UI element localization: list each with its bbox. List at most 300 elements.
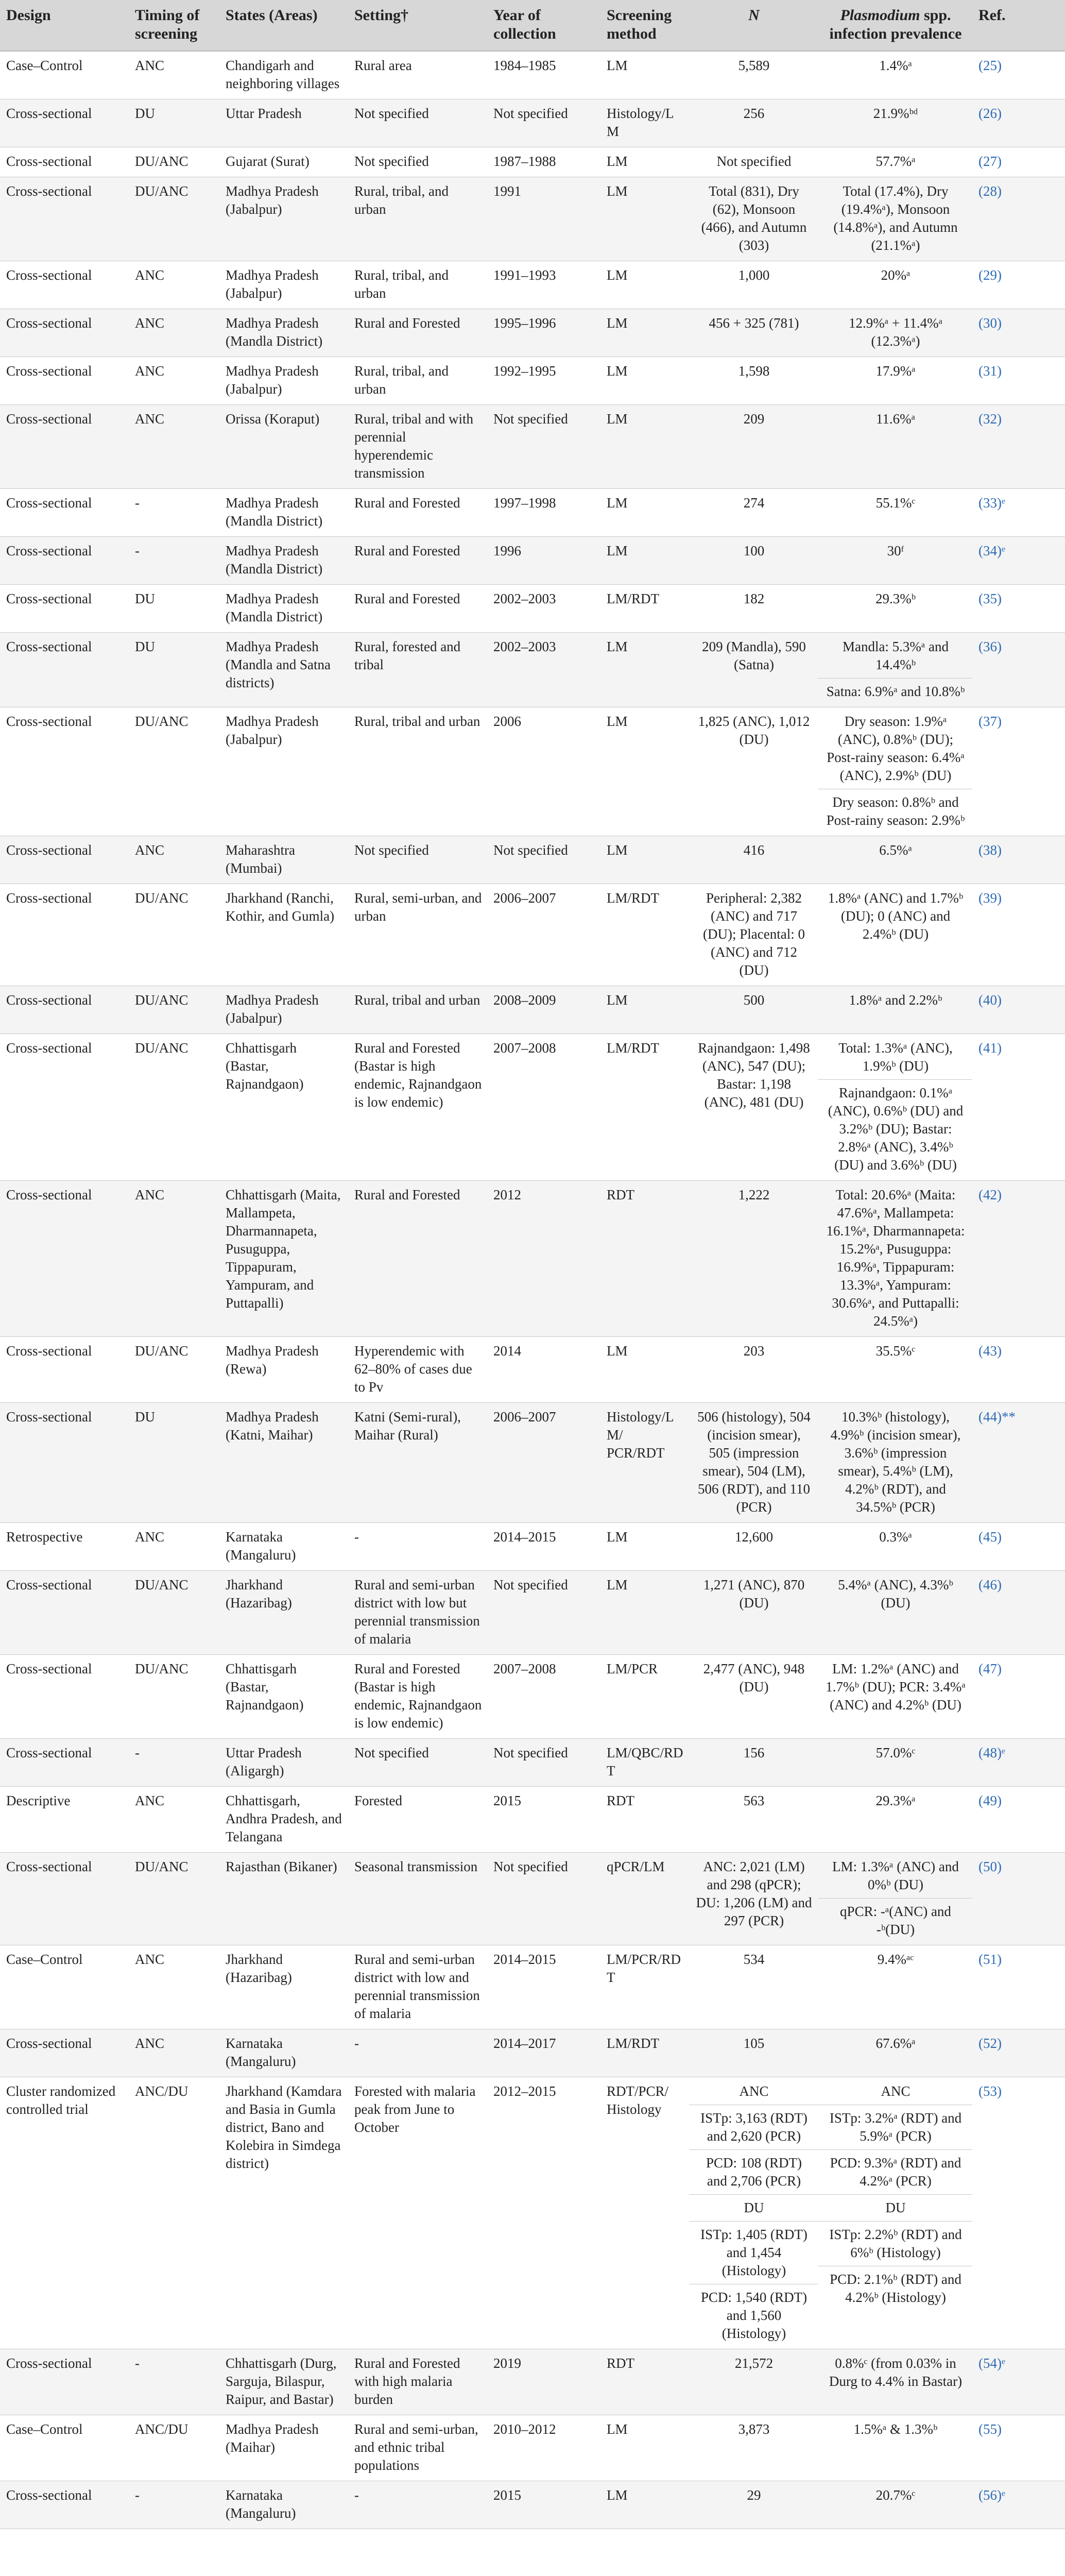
cell-ref[interactable]: (45) [972, 1523, 1065, 1571]
cell-prevalence [818, 2077, 972, 2349]
table-row [0, 309, 1065, 357]
cell-design: Cross-sectional [0, 261, 129, 309]
cell-prevalence: 0.8%ᶜ (from 0.03% in Durg to 4.4% in Bastar) [818, 2349, 972, 2415]
cell-states: Orissa (Koraput) [219, 405, 348, 489]
cell-prevalence: Total (17.4%), Dry (19.4%ᵃ), Monsoon (14.8%ᵃ), and Autumn (21.1%ᵃ) [818, 177, 972, 261]
cell-ref[interactable]: (30) [972, 309, 1065, 357]
cell-ref[interactable]: (40) [972, 986, 1065, 1034]
cell-method: LM [600, 1337, 689, 1403]
cell-timing: ANC [129, 309, 219, 357]
cell-year: 2012 [487, 1181, 600, 1337]
cell-n-part: PCD: 1,540 (RDT) and 1,560 (Histology) [689, 2284, 818, 2343]
cell-setting: Not specified [348, 147, 487, 177]
table-row [0, 405, 1065, 489]
cell-timing: ANC [129, 1523, 219, 1571]
cell-method: LM [600, 147, 689, 177]
cell-n: Total (831), Dry (62), Monsoon (466), and Autumn (303) [689, 177, 818, 261]
cell-ref[interactable]: (49) [972, 1787, 1065, 1853]
cell-states: Karnataka (Mangaluru) [219, 1523, 348, 1571]
table-row [0, 1403, 1065, 1523]
cell-year: 1992–1995 [487, 357, 600, 405]
cell-design: Cross-sectional [0, 405, 129, 489]
cell-year: Not specified [487, 99, 600, 147]
cell-prevalence-part: PCD: 9.3%ᵃ (RDT) and 4.2%ᵃ (PCR) [818, 2149, 972, 2190]
table-row [0, 1523, 1065, 1571]
cell-prevalence-part: LM: 1.3%ᵃ (ANC) and 0%ᵇ (DU) [832, 1859, 959, 1892]
cell-timing: DU [129, 99, 219, 147]
cell-timing: DU [129, 633, 219, 707]
header-design: Design [0, 0, 129, 51]
table-row [0, 633, 1065, 707]
cell-states: Jharkhand (Hazaribag) [219, 1571, 348, 1655]
cell-prevalence: 17.9%ᵃ [818, 357, 972, 405]
header-prevalence-rest: spp. infection prevalence [829, 7, 962, 42]
cell-ref[interactable]: (53) [972, 2077, 1065, 2349]
table-row [0, 489, 1065, 537]
cell-method: LM/PCR/RDT [600, 1945, 689, 2029]
cell-n: 2,477 (ANC), 948 (DU) [689, 1655, 818, 1739]
cell-n-part: DU [689, 2194, 818, 2217]
table-row [0, 537, 1065, 585]
cell-n: 105 [689, 2029, 818, 2077]
cell-states: Madhya Pradesh (Mandla District) [219, 537, 348, 585]
cell-design: Case–Control [0, 1945, 129, 2029]
cell-setting: Forested with malaria peak from June to October [348, 2077, 487, 2349]
cell-setting: Rural and Forested [348, 309, 487, 357]
cell-year: 2002–2003 [487, 585, 600, 633]
cell-states: Madhya Pradesh (Jabalpur) [219, 177, 348, 261]
cell-year: 2015 [487, 1787, 600, 1853]
cell-prevalence-part: PCD: 2.1%ᵇ (RDT) and 4.2%ᵇ (Histology) [818, 2266, 972, 2307]
cell-prevalence: 21.9%ᵇᵈ [818, 99, 972, 147]
cell-states: Gujarat (Surat) [219, 147, 348, 177]
cell-design: Cross-sectional [0, 99, 129, 147]
cell-prevalence: 20%ᵃ [818, 261, 972, 309]
cell-design: Cross-sectional [0, 357, 129, 405]
cell-timing: ANC [129, 1945, 219, 2029]
table-row [0, 2481, 1065, 2529]
cell-method: Histology/LM/ PCR/RDT [600, 1403, 689, 1523]
cell-setting: Rural, forested and tribal [348, 633, 487, 707]
cell-timing: - [129, 537, 219, 585]
cell-n: 256 [689, 99, 818, 147]
cell-prevalence: 6.5%ᵃ [818, 836, 972, 884]
cell-ref[interactable]: (51) [972, 1945, 1065, 2029]
table-row [0, 147, 1065, 177]
cell-setting: - [348, 2481, 487, 2529]
cell-states: Chhattisgarh (Durg, Sarguja, Bilaspur, Raipur, and Bastar) [219, 2349, 348, 2415]
cell-prevalence: 1.5%ᵃ & 1.3%ᵇ [818, 2415, 972, 2481]
cell-n: 456 + 325 (781) [689, 309, 818, 357]
cell-prevalence-part: Total: 1.3%ᵃ (ANC), 1.9%ᵇ (DU) [838, 1040, 953, 1074]
cell-ref[interactable]: (32) [972, 405, 1065, 489]
cell-design: Cross-sectional [0, 2481, 129, 2529]
cell-prevalence: 10.3%ᵇ (histology), 4.9%ᵇ (incision smear), 3.6%ᵇ (impression smear), 5.4%ᵇ (LM), 4.2%ᵇ (RDT), and 34.5%ᵇ (PCR) [818, 1403, 972, 1523]
header-ref: Ref. [972, 0, 1065, 51]
cell-design: Case–Control [0, 51, 129, 99]
cell-timing: DU/ANC [129, 147, 219, 177]
cell-method: LM/RDT [600, 585, 689, 633]
cell-design: Cross-sectional [0, 489, 129, 537]
table-row [0, 884, 1065, 986]
table-row [0, 1655, 1065, 1739]
cell-year: 2014 [487, 1337, 600, 1403]
cell-year: 2012–2015 [487, 2077, 600, 2349]
cell-setting: Katni (Semi-rural), Maihar (Rural) [348, 1403, 487, 1523]
cell-design: Cross-sectional [0, 836, 129, 884]
cell-year: 2007–2008 [487, 1034, 600, 1181]
cell-prevalence: 1.8%ᵃ and 2.2%ᵇ [818, 986, 972, 1034]
cell-n: ANC: 2,021 (LM) and 298 (qPCR); DU: 1,206 (LM) and 297 (PCR) [689, 1853, 818, 1945]
cell-design: Cross-sectional [0, 2029, 129, 2077]
cell-prevalence-part: ISTp: 2.2%ᵇ (RDT) and 6%ᵇ (Histology) [818, 2221, 972, 2262]
cell-states: Madhya Pradesh (Rewa) [219, 1337, 348, 1403]
cell-states: Karnataka (Mangaluru) [219, 2481, 348, 2529]
cell-design: Cross-sectional [0, 2349, 129, 2415]
cell-year: Not specified [487, 836, 600, 884]
table-row [0, 986, 1065, 1034]
cell-timing: ANC [129, 405, 219, 489]
cell-ref[interactable]: (37) [972, 707, 1065, 836]
table-row [0, 2415, 1065, 2481]
cell-year: 1984–1985 [487, 51, 600, 99]
table-row [0, 707, 1065, 836]
table-header-row [0, 0, 1065, 51]
table-row [0, 1181, 1065, 1337]
cell-year: 2019 [487, 2349, 600, 2415]
cell-setting: Rural, tribal, and urban [348, 177, 487, 261]
cell-timing: DU [129, 585, 219, 633]
cell-states: Madhya Pradesh (Jabalpur) [219, 707, 348, 836]
header-prevalence-italic: Plasmodium [840, 7, 920, 24]
cell-design: Cross-sectional [0, 147, 129, 177]
cell-year: Not specified [487, 1571, 600, 1655]
cell-ref[interactable]: (48)ᵉ [972, 1739, 1065, 1787]
cell-ref[interactable]: (38) [972, 836, 1065, 884]
cell-n [689, 2077, 818, 2349]
cell-design: Cross-sectional [0, 884, 129, 986]
table-row [0, 357, 1065, 405]
cell-year: 1991 [487, 177, 600, 261]
cell-method: LM [600, 633, 689, 707]
cell-n: 1,825 (ANC), 1,012 (DU) [689, 707, 818, 836]
table-row [0, 2029, 1065, 2077]
cell-method: LM [600, 51, 689, 99]
cell-n: 1,598 [689, 357, 818, 405]
cell-method: LM [600, 836, 689, 884]
cell-setting: Rural, tribal and urban [348, 707, 487, 836]
cell-setting: Rural and Forested [348, 1181, 487, 1337]
cell-n: 209 (Mandla), 590 (Satna) [689, 633, 818, 707]
cell-method: RDT [600, 2349, 689, 2415]
cell-timing: DU/ANC [129, 1337, 219, 1403]
cell-timing: ANC [129, 1787, 219, 1853]
cell-prevalence: Total: 20.6%ᵃ (Maita: 47.6%ᵃ, Mallampeta: 16.1%ᵃ, Dharmannapeta: 15.2%ᵃ, Pusuguppa: 16.9%ᵃ, Tippapuram: 13.3%ᵃ, Yampuram: 30.6%ᵃ, and Puttapalli: 24.5%ᵃ) [818, 1181, 972, 1337]
cell-setting: Rural and semi-urban district with low but perennial transmission of malaria [348, 1571, 487, 1655]
cell-ref[interactable]: (26) [972, 99, 1065, 147]
cell-states: Chhattisgarh (Maita, Mallampeta, Dharmannapeta, Pusuguppa, Tippapuram, Yampuram, and Puttapalli) [219, 1181, 348, 1337]
cell-states: Madhya Pradesh (Mandla and Satna districts) [219, 633, 348, 707]
cell-prevalence [818, 707, 972, 836]
table-row [0, 1787, 1065, 1853]
table-row [0, 2077, 1065, 2349]
cell-setting: Rural and semi-urban, and ethnic tribal populations [348, 2415, 487, 2481]
cell-timing: DU/ANC [129, 986, 219, 1034]
cell-method: LM/RDT [600, 1034, 689, 1181]
cell-ref[interactable]: (44)** [972, 1403, 1065, 1523]
cell-n-part: PCD: 108 (RDT) and 2,706 (PCR) [689, 2149, 818, 2190]
cell-states: Madhya Pradesh (Jabalpur) [219, 357, 348, 405]
cell-method: LM [600, 489, 689, 537]
cell-method: LM [600, 707, 689, 836]
cell-ref[interactable]: (33)ᵉ [972, 489, 1065, 537]
header-setting: Setting† [348, 0, 487, 51]
cell-design: Cross-sectional [0, 986, 129, 1034]
cell-timing: ANC/DU [129, 2415, 219, 2481]
cell-year: 1987–1988 [487, 147, 600, 177]
cell-design: Retrospective [0, 1523, 129, 1571]
cell-ref[interactable]: (25) [972, 51, 1065, 99]
cell-ref[interactable]: (28) [972, 177, 1065, 261]
cell-prevalence: 55.1%ᶜ [818, 489, 972, 537]
cell-n: Not specified [689, 147, 818, 177]
cell-ref[interactable]: (31) [972, 357, 1065, 405]
cell-n: 21,572 [689, 2349, 818, 2415]
cell-prevalence: 11.6%ᵃ [818, 405, 972, 489]
cell-n: 182 [689, 585, 818, 633]
cell-ref[interactable]: (29) [972, 261, 1065, 309]
header-n [689, 0, 818, 51]
table-row [0, 1739, 1065, 1787]
cell-n: 1,271 (ANC), 870 (DU) [689, 1571, 818, 1655]
cell-n: 203 [689, 1337, 818, 1403]
header-states: States (Areas) [219, 0, 348, 51]
cell-timing: ANC/DU [129, 2077, 219, 2349]
cell-method: LM [600, 357, 689, 405]
cell-method: LM/PCR [600, 1655, 689, 1739]
cell-setting: Rural area [348, 51, 487, 99]
cell-timing: ANC [129, 357, 219, 405]
cell-n: 500 [689, 986, 818, 1034]
cell-ref[interactable]: (54)ᵉ [972, 2349, 1065, 2415]
cell-prevalence-part: ISTp: 3.2%ᵃ (RDT) and 5.9%ᵃ (PCR) [818, 2105, 972, 2145]
cell-method: Histology/LM [600, 99, 689, 147]
cell-states: Madhya Pradesh (Jabalpur) [219, 261, 348, 309]
cell-design: Descriptive [0, 1787, 129, 1853]
cell-prevalence: 30ᶠ [818, 537, 972, 585]
cell-design: Cross-sectional [0, 537, 129, 585]
cell-ref[interactable]: (34)ᵉ [972, 537, 1065, 585]
cell-method: LM [600, 1571, 689, 1655]
cell-prevalence: 35.5%ᶜ [818, 1337, 972, 1403]
cell-prevalence [818, 1034, 972, 1181]
table-body [0, 51, 1065, 2529]
cell-n: 416 [689, 836, 818, 884]
cell-method: LM [600, 405, 689, 489]
cell-design: Cross-sectional [0, 177, 129, 261]
cell-design: Cross-sectional [0, 1853, 129, 1945]
cell-ref[interactable]: (42) [972, 1181, 1065, 1337]
cell-design: Cross-sectional [0, 309, 129, 357]
cell-year: 1997–1998 [487, 489, 600, 537]
cell-ref[interactable]: (50) [972, 1853, 1065, 1945]
cell-states: Madhya Pradesh (Katni, Maihar) [219, 1403, 348, 1523]
cell-n: Rajnandgaon: 1,498 (ANC), 547 (DU); Bastar: 1,198 (ANC), 481 (DU) [689, 1034, 818, 1181]
cell-design: Cross-sectional [0, 1034, 129, 1181]
cell-n: 506 (histology), 504 (incision smear), 505 (impression smear), 504 (LM), 506 (RDT), and 110 (PCR) [689, 1403, 818, 1523]
cell-setting: Rural and Forested (Bastar is high endemic, Rajnandgaon is low endemic) [348, 1034, 487, 1181]
cell-setting: Not specified [348, 1739, 487, 1787]
cell-setting: Not specified [348, 99, 487, 147]
cell-design: Case–Control [0, 2415, 129, 2481]
cell-n: 29 [689, 2481, 818, 2529]
cell-design: Cross-sectional [0, 1181, 129, 1337]
cell-timing: ANC [129, 261, 219, 309]
cell-design: Cross-sectional [0, 707, 129, 836]
cell-setting: - [348, 2029, 487, 2077]
cell-year: 2006–2007 [487, 884, 600, 986]
cell-setting: Rural and semi-urban district with low and perennial transmission of malaria [348, 1945, 487, 2029]
cell-prevalence-part: Rajnandgaon: 0.1%ᵃ (ANC), 0.6%ᵇ (DU) and 3.2%ᵇ (DU); Bastar: 2.8%ᵃ (ANC), 3.4%ᵇ (DU) and 3.6%ᵇ (DU) [818, 1079, 972, 1174]
cell-n: 156 [689, 1739, 818, 1787]
cell-prevalence-part: Dry season: 0.8%ᵇ and Post-rainy season: 2.9%ᵇ [818, 789, 972, 829]
cell-year: 2008–2009 [487, 986, 600, 1034]
cell-method: LM [600, 177, 689, 261]
cell-timing: DU [129, 1403, 219, 1523]
table-row [0, 585, 1065, 633]
table-row [0, 836, 1065, 884]
cell-ref[interactable]: (35) [972, 585, 1065, 633]
cell-prevalence: LM: 1.2%ᵃ (ANC) and 1.7%ᵇ (DU); PCR: 3.4%ᵃ (ANC) and 4.2%ᵇ (DU) [818, 1655, 972, 1739]
cell-method: RDT [600, 1181, 689, 1337]
cell-method: LM/RDT [600, 2029, 689, 2077]
cell-prevalence: 0.3%ᵃ [818, 1523, 972, 1571]
cell-timing: ANC [129, 1181, 219, 1337]
cell-n: 1,222 [689, 1181, 818, 1337]
cell-n: 534 [689, 1945, 818, 2029]
cell-n: 1,000 [689, 261, 818, 309]
cell-prevalence: 57.7%ᵃ [818, 147, 972, 177]
header-year: Year of collection [487, 0, 600, 51]
cell-timing: - [129, 2349, 219, 2415]
cell-timing: ANC [129, 51, 219, 99]
cell-timing: DU/ANC [129, 707, 219, 836]
cell-prevalence: 12.9%ᵃ + 11.4%ᵃ (12.3%ᵃ) [818, 309, 972, 357]
table-row [0, 177, 1065, 261]
cell-ref[interactable]: (56)ᵉ [972, 2481, 1065, 2529]
cell-method: RDT/PCR/ Histology [600, 2077, 689, 2349]
cell-method: RDT [600, 1787, 689, 1853]
table-row [0, 1853, 1065, 1945]
cell-n: 563 [689, 1787, 818, 1853]
cell-n-part: ANC [739, 2083, 769, 2099]
cell-states: Madhya Pradesh (Mandla District) [219, 309, 348, 357]
cell-year: 2015 [487, 2481, 600, 2529]
cell-ref[interactable]: (55) [972, 2415, 1065, 2481]
table-row [0, 1337, 1065, 1403]
cell-setting: Rural and Forested (Bastar is high endemic, Rajnandgaon is low endemic) [348, 1655, 487, 1739]
cell-timing: ANC [129, 836, 219, 884]
cell-ref[interactable]: (46) [972, 1571, 1065, 1655]
cell-prevalence: 29.3%ᵇ [818, 585, 972, 633]
cell-year: Not specified [487, 405, 600, 489]
cell-year: 2014–2015 [487, 1523, 600, 1571]
cell-setting: - [348, 1523, 487, 1571]
cell-year: Not specified [487, 1739, 600, 1787]
cell-setting: Rural, semi-urban, and urban [348, 884, 487, 986]
cell-states: Madhya Pradesh (Maihar) [219, 2415, 348, 2481]
cell-states: Chhattisgarh (Bastar, Rajnandgaon) [219, 1655, 348, 1739]
cell-prevalence-part: Mandla: 5.3%ᵃ and 14.4%ᵇ [842, 639, 949, 672]
cell-year: 2007–2008 [487, 1655, 600, 1739]
cell-prevalence-part: Dry season: 1.9%ᵃ (ANC), 0.8%ᵇ (DU); Post-rainy season: 6.4%ᵃ (ANC), 2.9%ᵇ (DU) [827, 714, 965, 783]
cell-ref[interactable]: (36) [972, 633, 1065, 707]
cell-prevalence: 5.4%ᵃ (ANC), 4.3%ᵇ (DU) [818, 1571, 972, 1655]
cell-timing: - [129, 2481, 219, 2529]
cell-ref[interactable]: (41) [972, 1034, 1065, 1181]
cell-prevalence: 67.6%ᵃ [818, 2029, 972, 2077]
cell-method: qPCR/LM [600, 1853, 689, 1945]
cell-design: Cluster randomized controlled trial [0, 2077, 129, 2349]
cell-year: 1996 [487, 537, 600, 585]
cell-timing: ANC [129, 2029, 219, 2077]
cell-timing: - [129, 1739, 219, 1787]
cell-method: LM [600, 2481, 689, 2529]
cell-n: Peripheral: 2,382 (ANC) and 717 (DU); Placental: 0 (ANC) and 712 (DU) [689, 884, 818, 986]
header-method: Screening method [600, 0, 689, 51]
cell-year: 1995–1996 [487, 309, 600, 357]
cell-method: LM [600, 261, 689, 309]
cell-setting: Rural and Forested [348, 585, 487, 633]
cell-ref[interactable]: (39) [972, 884, 1065, 986]
table-row [0, 99, 1065, 147]
cell-method: LM [600, 2415, 689, 2481]
header-n-label: N [748, 7, 760, 24]
table-row [0, 1571, 1065, 1655]
cell-design: Cross-sectional [0, 585, 129, 633]
cell-setting: Rural, tribal, and urban [348, 357, 487, 405]
cell-timing: DU/ANC [129, 177, 219, 261]
cell-prevalence: 1.8%ᵃ (ANC) and 1.7%ᵇ (DU); 0 (ANC) and 2.4%ᵇ (DU) [818, 884, 972, 986]
cell-n: 209 [689, 405, 818, 489]
cell-setting: Rural and Forested [348, 537, 487, 585]
cell-prevalence [818, 1853, 972, 1945]
cell-ref[interactable]: (43) [972, 1337, 1065, 1403]
cell-method: LM [600, 537, 689, 585]
header-prevalence [818, 0, 972, 51]
cell-setting: Rural, tribal and with perennial hyperendemic transmission [348, 405, 487, 489]
cell-states: Madhya Pradesh (Mandla District) [219, 489, 348, 537]
cell-ref[interactable]: (47) [972, 1655, 1065, 1739]
cell-year: 2006 [487, 707, 600, 836]
cell-setting: Forested [348, 1787, 487, 1853]
cell-states: Jharkhand (Ranchi, Kothir, and Gumla) [219, 884, 348, 986]
cell-year: 2006–2007 [487, 1403, 600, 1523]
cell-design: Cross-sectional [0, 1403, 129, 1523]
cell-ref[interactable]: (52) [972, 2029, 1065, 2077]
cell-year: 1991–1993 [487, 261, 600, 309]
cell-ref[interactable]: (27) [972, 147, 1065, 177]
cell-prevalence: 29.3%ᵃ [818, 1787, 972, 1853]
cell-states: Jharkhand (Kamdara and Basia in Gumla district, Bano and Kolebira in Simdega district) [219, 2077, 348, 2349]
table-row [0, 2349, 1065, 2415]
cell-prevalence-part: DU [818, 2194, 972, 2217]
cell-year: 2010–2012 [487, 2415, 600, 2481]
cell-method: LM [600, 986, 689, 1034]
cell-n: 5,589 [689, 51, 818, 99]
cell-n: 274 [689, 489, 818, 537]
cell-states: Madhya Pradesh (Jabalpur) [219, 986, 348, 1034]
